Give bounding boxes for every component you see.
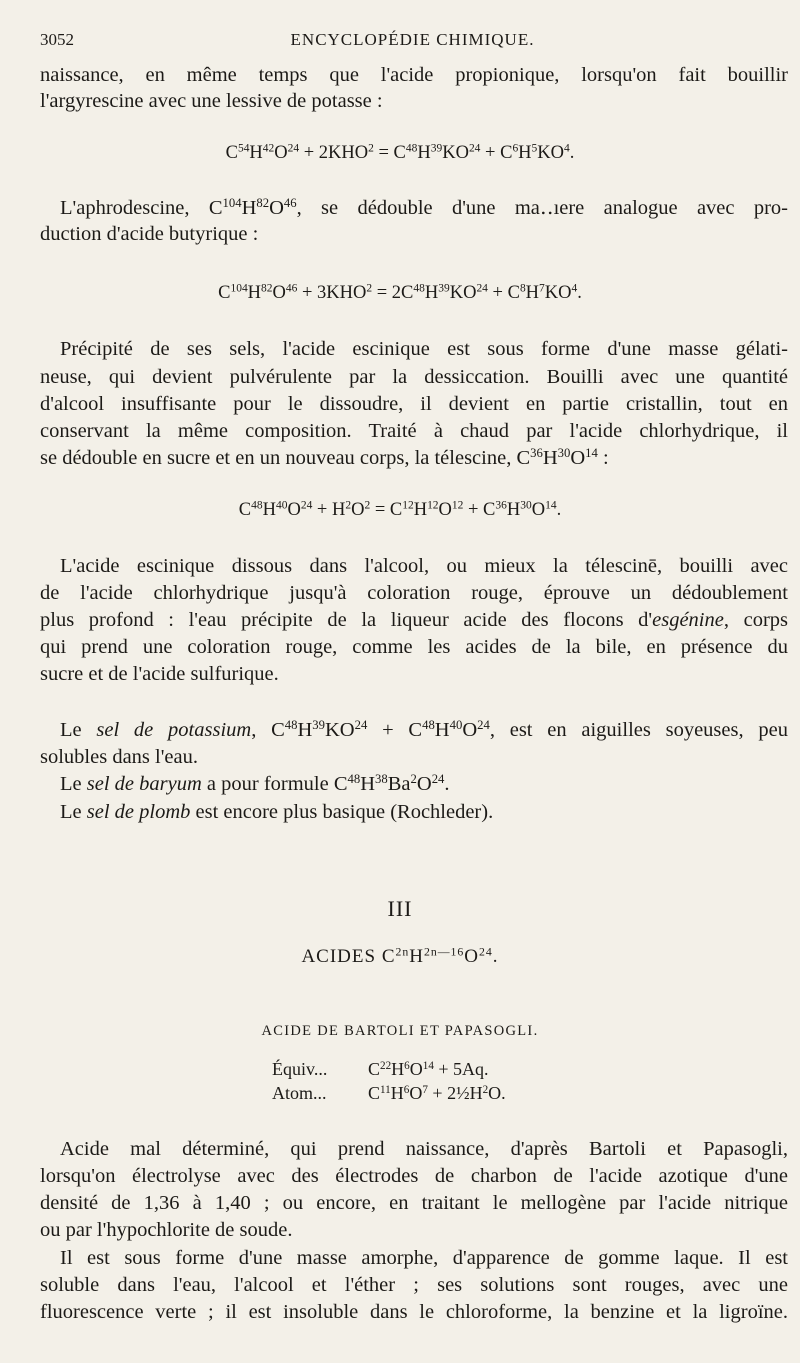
paragraph-line: ou par l'hypochlorite de soude. — [40, 1219, 293, 1241]
equivalent-formula: Équiv... $C^{22}H^6O^{14} + 5Aq$. — [272, 1059, 489, 1079]
paragraph-line: neuse, qui devient pulvérulente par la dessiccation. Bouilli avec une quantité — [40, 366, 788, 388]
paragraph-line: Il est sous forme d'une masse amorphe, d'apparence de gomme laque. Il est — [60, 1247, 788, 1269]
paragraph-line: Le sel de plomb est encore plus basique (Rochleder). — [60, 801, 494, 823]
paragraph-line: Le sel de baryum a pour formule $C^{48}H^{38}Ba^2O^{24}$. — [60, 772, 450, 795]
paragraph-line: Acide mal déterminé, qui prend naissance, d'après Bartoli et Papasogli, — [60, 1138, 788, 1160]
paragraph-line: qui prend une coloration rouge, comme les acides de la bile, en présence du — [40, 636, 788, 658]
paragraph-line: Précipité de ses sels, l'acide escinique est sous forme d'une masse gélati- — [60, 338, 788, 360]
paragraph-line: l'argyrescine avec une lessive de potasse : — [40, 90, 383, 112]
paragraph-line: sucre et de l'acide sulfurique. — [40, 663, 279, 685]
paragraph-line: lorsqu'on électrolyse avec des électrodes de charbon de l'acide azotique d'une — [40, 1165, 788, 1187]
paragraph-line: naissance, en même temps que l'acide propionique, lorsqu'on fait bouillir — [40, 64, 788, 86]
running-title: ENCYCLOPÉDIE CHIMIQUE. — [290, 30, 535, 49]
paragraph-line: fluorescence verte ; il est insoluble dans le chloroforme, la benzine et la ligroïne. — [40, 1301, 788, 1323]
paragraph-line: soluble dans l'eau, l'alcool et l'éther ; ses solutions sont rouges, avec une — [40, 1274, 788, 1296]
paragraph-line: duction d'acide butyrique : — [40, 223, 259, 245]
section-numeral: III — [387, 896, 413, 921]
atomic-formula: Atom... $C^{11}H^6O^7$ + $2\frac{1}{2}H^2O$. — [272, 1083, 506, 1103]
paragraph-line: Le sel de potassium, $C^{48}H^{39}KO^{24} + C^{48}H^{40}O^{24}$, est en aiguilles soyeuses, peu — [60, 718, 788, 741]
paragraph-line: conservant la même composition. Traité à chaud par l'acide chlorhydrique, il — [40, 420, 788, 442]
paragraph-line: L'acide escinique dissous dans l'alcool, ou mieux la télescinē, bouilli avec — [60, 555, 788, 577]
page-number: 3052 — [40, 30, 74, 49]
paragraph-line: solubles dans l'eau. — [40, 746, 198, 768]
paragraph-line: de l'acide chlorhydrique jusqu'à coloration rouge, éprouve un dédoublement — [40, 582, 788, 604]
paragraph-line: plus profond : l'eau précipite de la liqueur acide des flocons d'esgénine, corps — [40, 609, 788, 631]
paragraph-line: densité de 1,36 à 1,40 ; ou encore, en traitant le mellogène par l'acide nitrique — [40, 1192, 788, 1214]
subsection-title: ACIDE DE BARTOLI ET PAPASOGLI. — [261, 1023, 539, 1039]
section-title: ACIDES $C^{2n}H^{2n—16}O^{24}$. — [301, 945, 499, 967]
page-header — [40, 30, 785, 52]
chemical-equation: $C^{48}H^{40}O^{24} + H^2O^2 = C^{12}H^{12}O^{12} + C^{36}H^{30}O^{14}$. — [238, 499, 562, 520]
paragraph-line: d'alcool insuffisante pour le dissoudre, il devient en partie cristallin, tout en — [40, 393, 788, 415]
paragraph-line: se dédouble en sucre et en un nouveau corps, la télescine, $C^{36}H^{30}O^{14}$ : — [40, 446, 609, 469]
chemical-equation: $C^{54}H^{42}O^{24} + 2KHO^2 = C^{48}H^{39}KO^{24} + C^6H^5KO^4$. — [225, 142, 575, 163]
paragraph-line: L'aphrodescine, $C^{104}H^{82}O^{46}$, se dédouble d'une ma․․ıere analogue avec pro- — [60, 196, 788, 219]
chemical-equation: $C^{104}H^{82}O^{46} + 3KHO^2 = 2C^{48}H^{39}KO^{24} + C^8H^7KO^4$. — [218, 282, 582, 303]
